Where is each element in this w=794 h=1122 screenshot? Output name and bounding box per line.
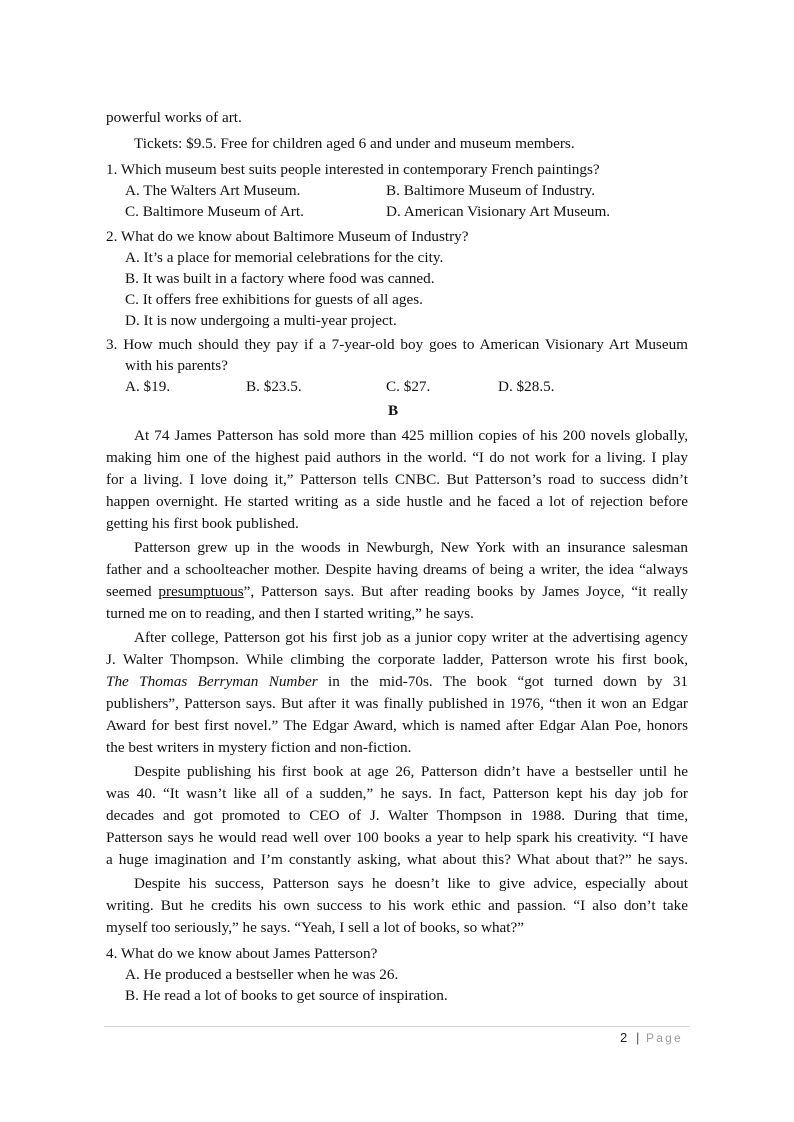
question-3-option-b: B. $23.5. [246, 378, 302, 395]
section-b-heading: B [388, 402, 399, 419]
question-4-option-a: A. He produced a bestseller when he was 26. [125, 966, 399, 983]
p3-line-4: publishers”, Patterson says. But after it was finally published in 1976, “then it won an Edgar [106, 695, 688, 712]
book-title: The Thomas Berryman Number [106, 673, 318, 690]
p3-line-5: Award for best first novel.” The Edgar Award, which is named after Edgar Alan Poe, honors [106, 717, 688, 734]
question-2-option-b: B. It was built in a factory where food was canned. [125, 270, 435, 287]
p4-line-4: Patterson says he would read well over 100 books a year to help spark his creativity. “I have [106, 829, 688, 846]
question-4-stem: 4. What do we know about James Patterson? [106, 945, 378, 962]
p3-line-1: After college, Patterson got his first job as a junior copy writer at the advertising agency [134, 629, 688, 646]
question-3-option-a: A. $19. [125, 378, 171, 395]
footer-divider [104, 1026, 690, 1027]
p2-line-4: turned me on to reading, and then I started writing,” he says. [106, 605, 474, 622]
p4-line-1: Despite publishing his first book at age 26, Patterson didn’t have a bestseller until he [134, 763, 688, 780]
question-1-option-d: D. American Visionary Art Museum. [386, 203, 611, 220]
p2-line-3 [106, 582, 688, 602]
question-4-option-b: B. He read a lot of books to get source of inspiration. [125, 987, 448, 1004]
p3-line-3 [106, 672, 688, 692]
p3-line-6: the best writers in mystery fiction and non-fiction. [106, 739, 412, 756]
question-1-option-a: A. The Walters Art Museum. [125, 182, 301, 199]
p3-line-2: J. Walter Thompson. While climbing the corporate ladder, Patterson wrote his first book, [106, 651, 688, 668]
p1-line-3: for a living. I love doing it,” Patterson tells CNBC. But Patterson’s road to success didn’t [106, 471, 688, 488]
question-3-stem-line-1: 3. How much should they pay if a 7-year-old boy goes to American Visionary Art Museum [106, 336, 688, 353]
p5-line-3: myself too seriously,” he says. “Yeah, I sell a lot of books, so what?” [106, 919, 525, 936]
p1-line-5: getting his first book published. [106, 515, 299, 532]
underlined-word-presumptuous: presumptuous [158, 583, 244, 600]
question-1-stem: 1. Which museum best suits people interested in contemporary French paintings? [106, 161, 600, 178]
p2-line-3-before: seemed [106, 583, 159, 600]
question-3-option-c: C. $27. [386, 378, 431, 395]
tickets-info: Tickets: $9.5. Free for children aged 6 and under and museum members. [134, 135, 575, 152]
p1-line-4: happen overnight. He started writing as a side hustle and he faced a lot of rejection before [106, 493, 688, 510]
p4-line-3: decades and got promoted to CEO of J. Walter Thompson in 1988. During that time, [106, 807, 688, 824]
p5-line-2: writing. But he credits his own success to his work ethic and passion. “I also don’t take [106, 897, 688, 914]
p1-line-1: At 74 James Patterson has sold more than 425 million copies of his 200 novels globally, [134, 427, 688, 444]
page-label: Page [646, 1031, 683, 1045]
page-separator: | [636, 1030, 640, 1045]
question-2-option-c: C. It offers free exhibitions for guests of all ages. [125, 291, 423, 308]
p2-line-2: father and a schoolteacher mother. Despite having dreams of being a writer, the idea “always [106, 561, 688, 578]
question-1-option-c: C. Baltimore Museum of Art. [125, 203, 304, 220]
p3-line-3-after: in the mid-70s. The book “got turned down by 31 [317, 673, 689, 690]
question-2-option-a: A. It’s a place for memorial celebrations for the city. [125, 249, 444, 266]
question-3-stem-line-2: with his parents? [125, 357, 228, 374]
p2-line-3-after: ”, Patterson says. But after reading books by James Joyce, “it really [243, 583, 688, 600]
p4-line-2: was 40. “It wasn’t like all of a sudden,” he says. In fact, Patterson kept his day job for [106, 785, 688, 802]
question-2-stem: 2. What do we know about Baltimore Museum of Industry? [106, 228, 469, 245]
question-2-option-d: D. It is now undergoing a multi-year project. [125, 312, 397, 329]
p5-line-1: Despite his success, Patterson says he doesn’t like to give advice, especially about [134, 875, 688, 892]
page-number: 2 [620, 1030, 628, 1045]
question-1-option-b: B. Baltimore Museum of Industry. [386, 182, 596, 199]
question-3-option-d: D. $28.5. [498, 378, 555, 395]
p1-line-2: making him one of the highest paid authors in the world. “I do not work for a living. I play [106, 449, 688, 466]
p4-line-5: a huge imagination and I’m constantly asking, what about this? What about that?” he says. [106, 851, 688, 868]
p2-line-1: Patterson grew up in the woods in Newburgh, New York with an insurance salesman [134, 539, 688, 556]
passage-a-closing-line: powerful works of art. [106, 109, 242, 126]
